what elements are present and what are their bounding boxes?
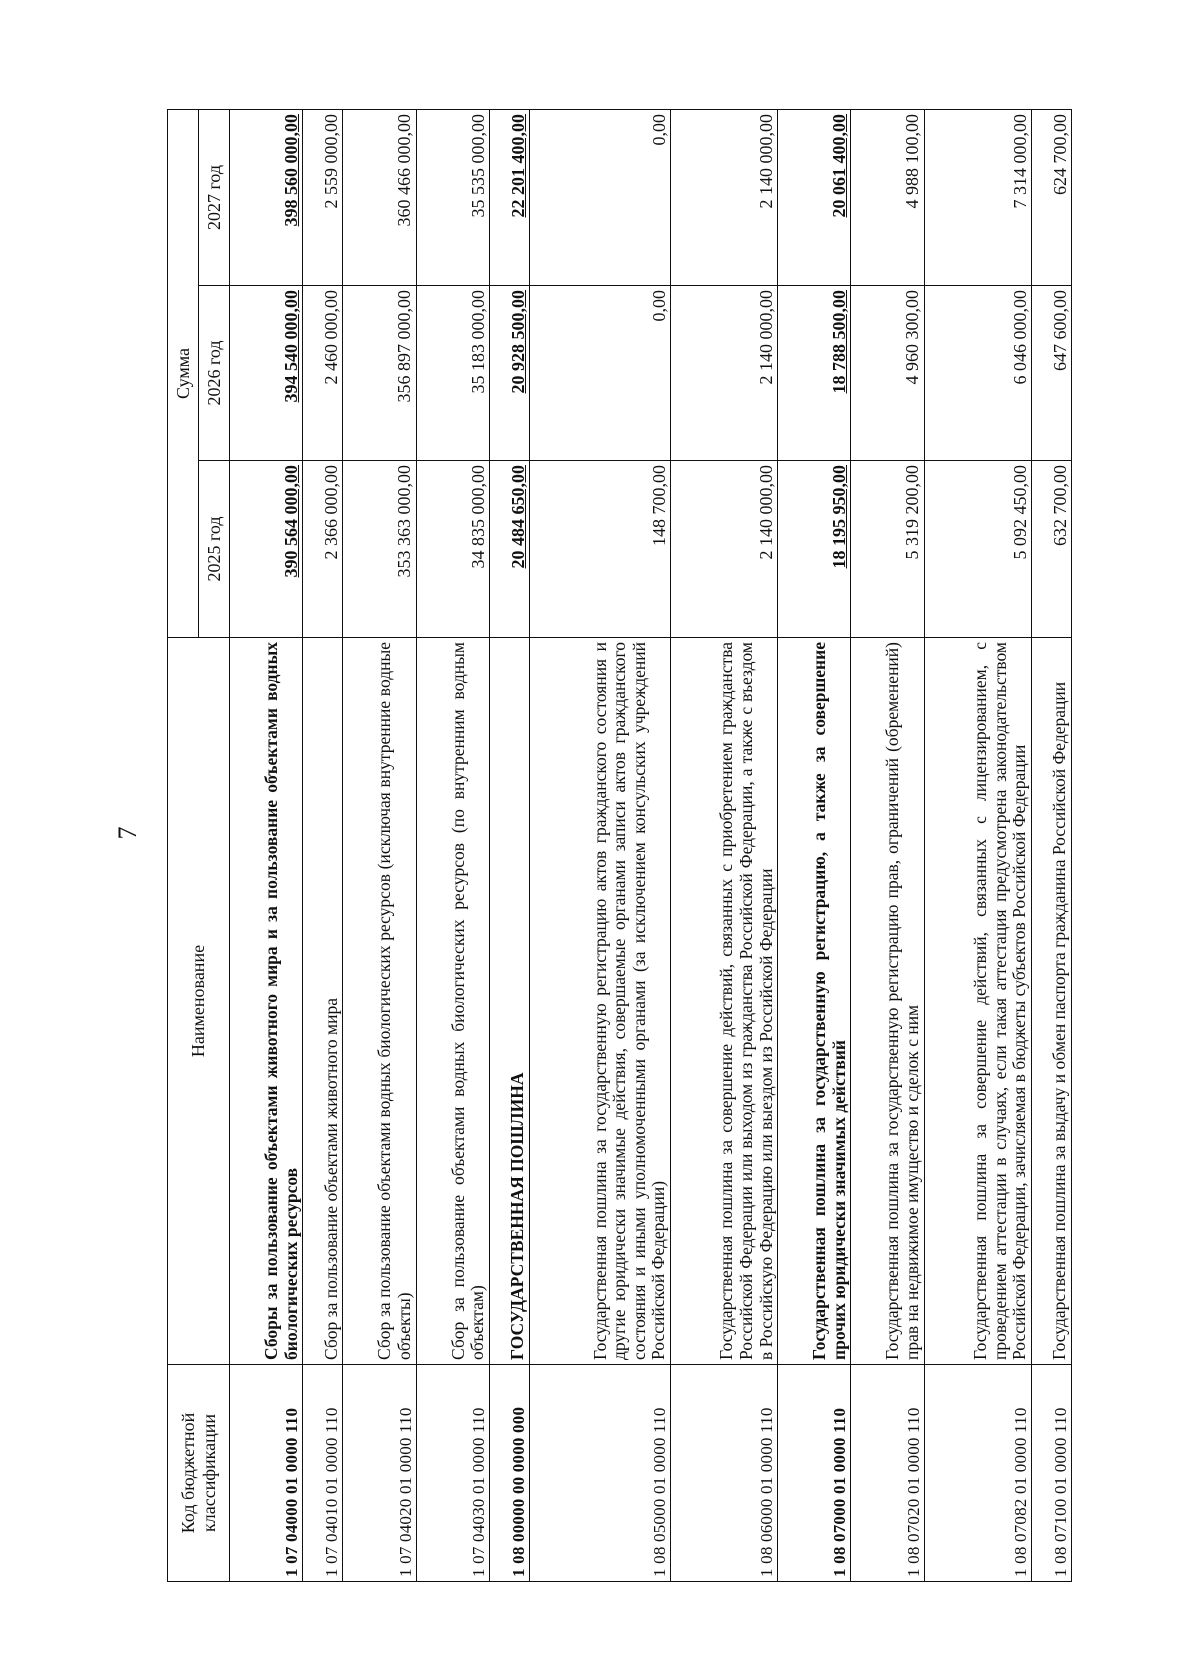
value-2025-cell: 353 363 000,00 bbox=[343, 461, 416, 638]
value-2027-cell: 4 988 100,00 bbox=[851, 109, 924, 285]
name-cell: ГОСУДАРСТВЕННАЯ ПОШЛИНА bbox=[489, 638, 529, 1365]
value-2027-cell: 2 140 000,00 bbox=[671, 109, 778, 285]
value-2027-cell: 2 559 000,00 bbox=[303, 109, 343, 285]
value-2026-cell: 356 897 000,00 bbox=[343, 286, 416, 461]
value-2025-cell: 2 366 000,00 bbox=[303, 461, 343, 638]
code-cell: 1 08 07000 01 0000 110 bbox=[778, 1365, 851, 1582]
value-2025-cell: 632 700,00 bbox=[1031, 461, 1071, 638]
rotated-table-container bbox=[167, 110, 1072, 1582]
code-cell: 1 08 05000 01 0000 110 bbox=[529, 1365, 670, 1582]
table-row bbox=[1031, 109, 1071, 1581]
value-2025-cell: 390 564 000,00 bbox=[230, 461, 303, 638]
value-2025-cell: 2 140 000,00 bbox=[671, 461, 778, 638]
name-cell: Сбор за пользование объектами животного мира bbox=[303, 638, 343, 1365]
code-cell: 1 08 06000 01 0000 110 bbox=[671, 1365, 778, 1582]
code-cell: 1 07 04030 01 0000 110 bbox=[416, 1365, 489, 1582]
code-cell: 1 08 07020 01 0000 110 bbox=[851, 1365, 924, 1582]
name-cell: Сборы за пользование объектами животного мира и за пользование объектами водных биологических ресурсов bbox=[230, 638, 303, 1365]
table-row bbox=[230, 109, 303, 1581]
header-year-2025: 2025 год bbox=[199, 461, 230, 638]
name-cell: Государственная пошлина за совершение действий, связанных с лицензированием, с проведением аттестации в случаях, если такая аттестация предусмотрена законодательством Российской Федерации, зачисляемая в бюджеты субъектов Российской Федерации bbox=[924, 638, 1031, 1365]
value-2027-cell: 624 700,00 bbox=[1031, 109, 1071, 285]
table-row bbox=[778, 109, 851, 1581]
code-cell: 1 08 00000 00 0000 000 bbox=[489, 1365, 529, 1582]
value-2026-cell: 394 540 000,00 bbox=[230, 286, 303, 461]
table-row bbox=[851, 109, 924, 1581]
name-cell: Государственная пошлина за государственную регистрацию актов гражданского состояния и другие юридически значимые действия, совершаемые органами записи актов гражданского состояния и иными уполномоченными органами (за исключением консульских учреждений Российской Федерации) bbox=[529, 638, 670, 1365]
value-2027-cell: 35 535 000,00 bbox=[416, 109, 489, 285]
header-row-1 bbox=[168, 109, 199, 1581]
value-2025-cell: 148 700,00 bbox=[529, 461, 670, 638]
value-2027-cell: 22 201 400,00 bbox=[489, 109, 529, 285]
value-2026-cell: 35 183 000,00 bbox=[416, 286, 489, 461]
name-cell: Сбор за пользование объектами водных биологических ресурсов (по внутренним водным объектам) bbox=[416, 638, 489, 1365]
value-2026-cell: 4 960 300,00 bbox=[851, 286, 924, 461]
table-row bbox=[671, 109, 778, 1581]
value-2025-cell: 5 319 200,00 bbox=[851, 461, 924, 638]
header-year-2027: 2027 год bbox=[199, 109, 230, 285]
value-2025-cell: 34 835 000,00 bbox=[416, 461, 489, 638]
page-number: 7 bbox=[113, 826, 142, 840]
value-2025-cell: 20 484 650,00 bbox=[489, 461, 529, 638]
value-2026-cell: 18 788 500,00 bbox=[778, 286, 851, 461]
header-name: Наименование bbox=[168, 638, 230, 1365]
value-2027-cell: 0,00 bbox=[529, 109, 670, 285]
code-cell: 1 07 04000 01 0000 110 bbox=[230, 1365, 303, 1582]
table-row bbox=[529, 109, 670, 1581]
value-2026-cell: 647 600,00 bbox=[1031, 286, 1071, 461]
budget-table bbox=[167, 109, 1072, 1582]
code-cell: 1 07 04010 01 0000 110 bbox=[303, 1365, 343, 1582]
table-row bbox=[343, 109, 416, 1581]
value-2025-cell: 5 092 450,00 bbox=[924, 461, 1031, 638]
code-cell: 1 08 07100 01 0000 110 bbox=[1031, 1365, 1071, 1582]
header-year-2026: 2026 год bbox=[199, 286, 230, 461]
value-2027-cell: 7 314 000,00 bbox=[924, 109, 1031, 285]
table-row bbox=[924, 109, 1031, 1581]
value-2026-cell: 6 046 000,00 bbox=[924, 286, 1031, 461]
value-2026-cell: 2 140 000,00 bbox=[671, 286, 778, 461]
header-code: Код бюджетной классификации bbox=[168, 1365, 230, 1582]
code-cell: 1 08 07082 01 0000 110 bbox=[924, 1365, 1031, 1582]
value-2026-cell: 0,00 bbox=[529, 286, 670, 461]
code-cell: 1 07 04020 01 0000 110 bbox=[343, 1365, 416, 1582]
table-body bbox=[230, 109, 1072, 1581]
name-cell: Государственная пошлина за выдачу и обмен паспорта гражданина Российской Федерации bbox=[1031, 638, 1071, 1365]
name-cell: Сбор за пользование объектами водных биологических ресурсов (исключая внутренние водные объекты) bbox=[343, 638, 416, 1365]
value-2026-cell: 20 928 500,00 bbox=[489, 286, 529, 461]
value-2026-cell: 2 460 000,00 bbox=[303, 286, 343, 461]
value-2027-cell: 398 560 000,00 bbox=[230, 109, 303, 285]
name-cell: Государственная пошлина за государственную регистрацию прав, ограничений (обременений) прав на недвижимое имущество и сделок с ним bbox=[851, 638, 924, 1365]
table-row bbox=[416, 109, 489, 1581]
value-2027-cell: 20 061 400,00 bbox=[778, 109, 851, 285]
table-row bbox=[489, 109, 529, 1581]
name-cell: Государственная пошлина за государственную регистрацию, а также за совершение прочих юридически значимых действий bbox=[778, 638, 851, 1365]
value-2027-cell: 360 466 000,00 bbox=[343, 109, 416, 285]
name-cell: Государственная пошлина за совершение действий, связанных с приобретением гражданства Российской Федерации или выходом из гражданства Российской Федерации, а также с въездом в Российскую Федерацию или выездом из Российской Федерации bbox=[671, 638, 778, 1365]
table-row bbox=[303, 109, 343, 1581]
value-2025-cell: 18 195 950,00 bbox=[778, 461, 851, 638]
header-sum: Сумма bbox=[168, 109, 199, 637]
